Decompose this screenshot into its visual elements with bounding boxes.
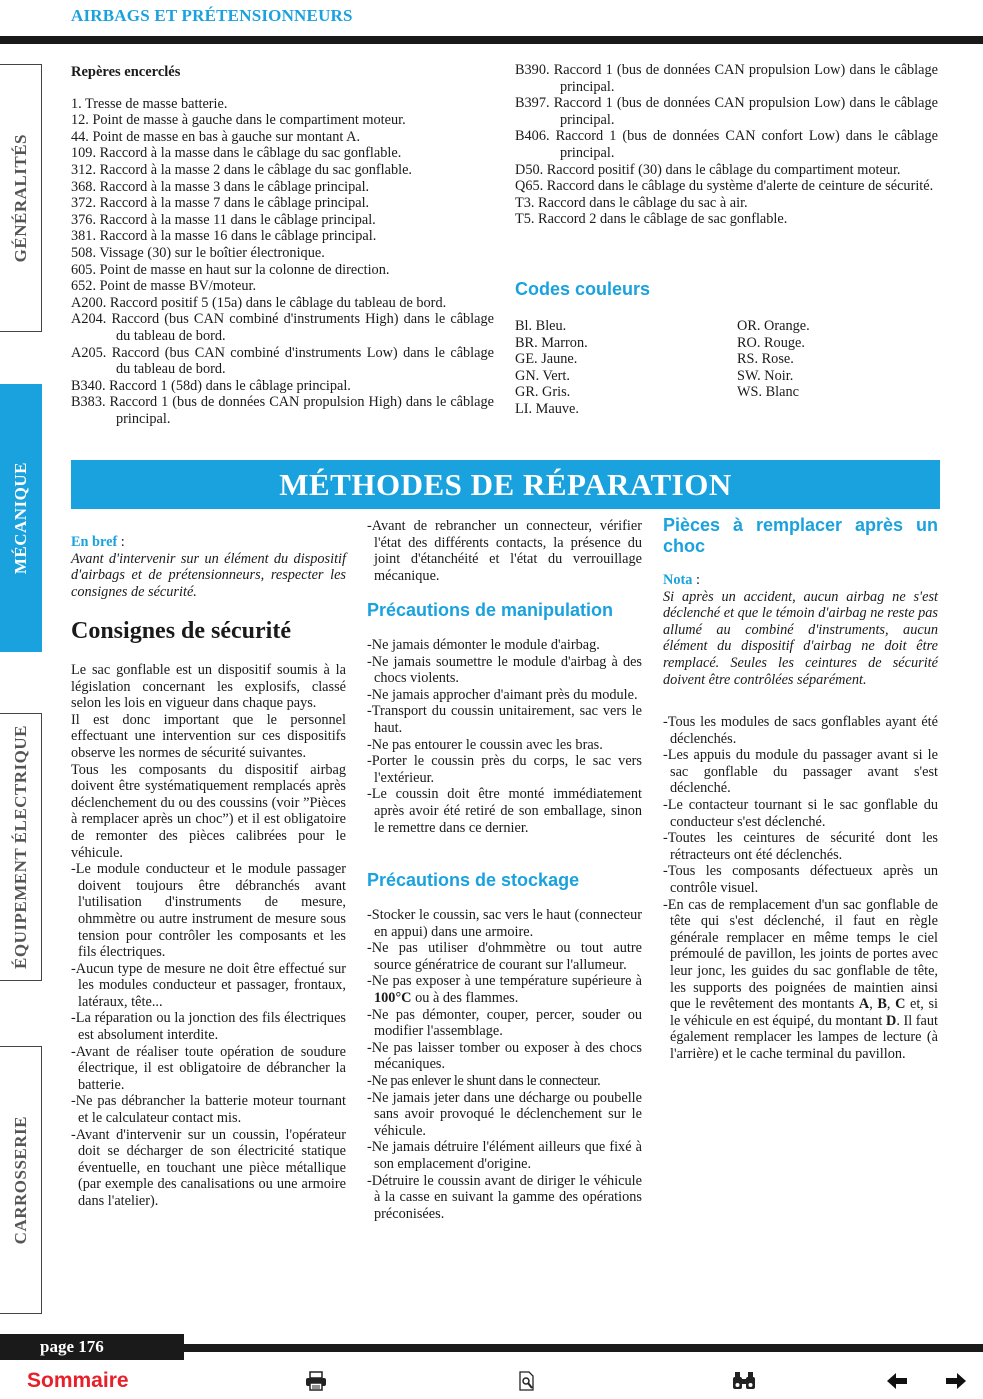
- color-code: WS. Blanc: [737, 384, 799, 401]
- list-item: [367, 973, 642, 1006]
- codes-couleurs-col1: [515, 318, 725, 418]
- nota-block: [663, 572, 938, 688]
- repere-item: 652. Point de masse BV/moteur.: [71, 278, 257, 295]
- montant-c: C: [895, 996, 906, 1013]
- list-item: -Les appuis du module du passager avant si le sac gonflable du passager avant s'est déclenché.: [663, 747, 938, 797]
- repere-item: 381. Raccord à la masse 16 dans le câblage principal.: [71, 228, 377, 245]
- list-item: [663, 897, 938, 1063]
- list-item: -Ne jamais jeter dans une décharge ou poubelle sans avoir provoqué le déclenchement sur le véhicule.: [367, 1089, 642, 1139]
- repere-item: B397. Raccord 1 (bus de données CAN propulsion Low) dans le câblage principal.: [515, 95, 938, 128]
- color-code: RO. Rouge.: [737, 334, 805, 351]
- header-rule: [0, 36, 983, 44]
- document-search-icon[interactable]: [517, 1367, 537, 1395]
- repere-item: Q65. Raccord dans le câblage du système d'alerte de ceinture de sécurité.: [515, 178, 934, 195]
- column-2-intro: [367, 518, 642, 584]
- nota-text: Si après un accident, aucun airbag ne s'est déclenché et que le témoin d'airbag ne reste pas allumé au combiné d'instruments, aucun élément du dispositif d'airbag ne doit être remplacé. Seules les ceintures de sécurité doivent être contrôlées séparément.: [663, 588, 938, 688]
- montant-a: A: [858, 996, 870, 1013]
- color-code: GE. Jaune.: [515, 351, 578, 368]
- color-code: BR. Marron.: [515, 334, 588, 351]
- separator: ,: [869, 996, 878, 1013]
- color-code: OR. Orange.: [737, 318, 810, 334]
- repere-item: 605. Point de masse en haut sur la colonne de direction.: [71, 261, 390, 278]
- list-item: -Ne pas laisser tomber ou exposer à des chocs mécaniques.: [367, 1039, 642, 1073]
- list-item: -Ne pas entourer le coussin avec les bras.: [367, 736, 603, 753]
- precautions-manipulation-title: Précautions de manipulation: [367, 600, 614, 620]
- list-item: -Le module conducteur et le module passager doivent toujours être débranchés avant l'utilisation d'instruments de mesure, ohmmètre ou autre instrument de mesure sous tension pour contrôler les composants et les fils électriques.: [71, 861, 346, 961]
- en-bref-label: En bref: [71, 534, 118, 550]
- page-number: page 176: [0, 1334, 184, 1360]
- consignes-title: Consignes de sécurité: [71, 618, 291, 644]
- repere-item: 1. Tresse de masse batterie.: [71, 95, 228, 112]
- repere-item: 508. Vissage (30) sur le boîtier électronique.: [71, 244, 325, 261]
- precautions-stockage-title: Précautions de stockage: [367, 870, 580, 890]
- montant-d: D: [885, 1012, 897, 1029]
- sommaire-link[interactable]: Sommaire: [27, 1369, 129, 1392]
- repere-item: A204. Raccord (bus CAN combiné d'instruments High) dans le câblage du tableau de bord.: [71, 311, 494, 344]
- repere-item: 372. Raccord à la masse 7 dans le câblage principal.: [71, 195, 370, 212]
- list-item: -Aucun type de mesure ne doit être effectué sur les modules conducteur et passager, frontaux, latéraux, tête...: [71, 960, 346, 1010]
- repere-item: A200. Raccord positif 5 (15a) dans le câblage du tableau de bord.: [71, 294, 447, 311]
- list-item: -Avant de réaliser toute opération de soudure électrique, il est obligatoire de débrancher la batterie.: [71, 1043, 346, 1093]
- paragraph: Il est donc important que le personnel effectuant une intervention sur ces dispositifs observe les normes de sécurité suivantes.: [71, 711, 346, 761]
- list-item: -Ne jamais détruire l'élément ailleurs que fixé à son emplacement d'origine.: [367, 1139, 642, 1172]
- repere-item: B406. Raccord 1 (bus de données CAN confort Low) dans le câblage principal.: [515, 128, 938, 161]
- repere-item: 109. Raccord à la masse dans le câblage du sac gonflable.: [71, 145, 402, 162]
- codes-couleurs-title: Codes couleurs: [515, 279, 651, 299]
- repere-item: 368. Raccord à la masse 3 dans le câblage principal.: [71, 178, 370, 195]
- list-item: -Tous les composants défectueux après un contrôle visuel.: [663, 863, 938, 896]
- reperes-title: Repères encerclés: [71, 64, 181, 80]
- repere-item: 12. Point de masse à gauche dans le compartiment moteur.: [71, 112, 406, 129]
- color-code: SW. Noir.: [737, 367, 794, 384]
- repere-item: B383. Raccord 1 (bus de données CAN propulsion High) dans le câblage principal.: [71, 394, 494, 427]
- tab-generalites[interactable]: [0, 64, 42, 332]
- remplacement-text-a: -En cas de remplacement d'un sac gonflable de tête qui s'est déclenché, il faut en règle générale remplacer en même temps le ciel prémoulé de pavillon, les joints de portes avec leur jonc, les guides du sac gonflable de tête, les supports des poignées de maintien ainsi que le revêtement des montants: [663, 896, 938, 1013]
- repere-item: T5. Raccord 2 dans le câblage de sac gonflable.: [515, 211, 788, 228]
- repere-item: 312. Raccord à la masse 2 dans le câblage du sac gonflable.: [71, 161, 413, 178]
- section-header-title: AIRBAGS ET PRÉTENSIONNEURS: [71, 6, 353, 25]
- repere-item: A205. Raccord (bus CAN combiné d'instruments Low) dans le câblage du tableau de bord.: [71, 344, 494, 378]
- temperature-text-b: ou à des flammes.: [411, 989, 519, 1006]
- tab-equipement-electrique-label: ÉQUIPEMENT ÉLECTRIQUE: [10, 725, 30, 969]
- tab-mecanique[interactable]: [0, 384, 42, 652]
- list-item: -Stocker le coussin, sac vers le haut (connecteur en appui) dans une armoire.: [367, 907, 642, 940]
- paragraph: Le sac gonflable est un dispositif soumis à la législation concernant les explosifs, classé selon les lois en vigueur dans chaque pays.: [71, 662, 346, 712]
- color-code: Bl. Bleu.: [515, 318, 567, 334]
- methodes-banner: MÉTHODES DE RÉPARATION: [71, 460, 940, 509]
- list-item: -Porter le coussin près du corps, le sac vers l'extérieur.: [367, 753, 642, 786]
- nota-label: Nota: [663, 572, 693, 588]
- tab-equipement-electrique[interactable]: [0, 713, 42, 981]
- repere-item: B390. Raccord 1 (bus de données CAN propulsion Low) dans le câblage principal.: [515, 62, 938, 95]
- color-code: GN. Vert.: [515, 367, 570, 384]
- list-item: -Ne pas débrancher la batterie moteur tournant et le calculateur contact mis.: [71, 1093, 346, 1127]
- tab-generalites-label: GÉNÉRALITÉS: [10, 133, 30, 263]
- list-item: -Ne jamais soumettre le module d'airbag à des chocs violents.: [367, 653, 642, 687]
- list-item: -Toutes les ceintures de sécurité dont les rétracteurs ont été déclenchés.: [663, 830, 938, 863]
- en-bref-text: Avant d'intervenir sur un élément du dispositif d'airbags et de prétensionneurs, respecter les consignes de sécurité.: [71, 550, 346, 600]
- list-item: -Avant d'intervenir sur un coussin, l'opérateur doit se décharger de son électricité statique éventuelle, en touchant une pièce métallique (par exemple des canalisations ou une armoire dans l'atelier).: [71, 1126, 346, 1209]
- repere-item: T3. Raccord dans le câblage du sac à air.: [515, 194, 748, 211]
- manipulation-list: [367, 637, 642, 836]
- color-code: RS. Rose.: [737, 351, 794, 368]
- stockage-list: [367, 907, 642, 1222]
- pieces-remplacer-title: Pièces à remplacer après un choc: [663, 515, 938, 556]
- list-item: -Ne jamais démonter le module d'airbag.: [367, 637, 600, 653]
- list-item: -Ne jamais approcher d'aimant près du module.: [367, 686, 638, 703]
- list-item: -Avant de rebrancher un connecteur, vérifier l'état des différents contacts, la présence du joint d'étanchéité et l'état du verrouillage mécanique.: [367, 518, 642, 584]
- remplacement-text-c: . Il faut également remplacer les lampes de lecture (à l'arrière) et le cache terminal du pavillon.: [670, 1012, 938, 1062]
- list-item: -Ne pas démonter, couper, percer, souder ou modifier l'assemblage.: [367, 1006, 642, 1040]
- reperes-left-block: [71, 64, 494, 427]
- nota-colon: :: [692, 572, 700, 588]
- pieces-list: [663, 714, 938, 1062]
- consignes-body: [71, 662, 346, 1210]
- codes-couleurs-col2: [737, 318, 937, 401]
- list-item: -Le coussin doit être monté immédiatement après avoir été retiré de son emballage, sinon le remettre dans ce dernier.: [367, 786, 642, 836]
- remplacement-text-b: et, si le véhicule en est équipé, du montant: [670, 996, 939, 1029]
- tab-carrosserie-label: CARROSSERIE: [10, 1115, 30, 1245]
- tab-mecanique-label: MÉCANIQUE: [10, 461, 30, 575]
- list-item: -Détruire le coussin avant de diriger le véhicule à la casse en suivant la gamme des opérations préconisées.: [367, 1172, 642, 1222]
- list-item: -Ne pas enlever le shunt dans le connecteur.: [367, 1072, 601, 1089]
- column-1: [71, 534, 346, 600]
- repere-item: D50. Raccord positif (30) dans le câblage du compartiment moteur.: [515, 161, 901, 178]
- list-item: -La réparation ou la jonction des fils électriques est absolument interdite.: [71, 1010, 346, 1044]
- reperes-right-block: [515, 62, 938, 228]
- en-bref-colon: :: [117, 534, 125, 550]
- list-item: -Ne pas utiliser d'ohmmètre ou tout autre source génératrice de courant sur l'allumeur.: [367, 940, 642, 973]
- color-code: LI. Mauve.: [515, 400, 579, 417]
- arrow-left-icon[interactable]: [886, 1367, 908, 1395]
- color-code: GR. Gris.: [515, 384, 571, 401]
- temperature-value: 100°C: [374, 989, 412, 1006]
- list-item: -Transport du coussin unitairement, sac vers le haut.: [367, 703, 642, 736]
- list-item: -Tous les modules de sacs gonflables ayant été déclenchés.: [663, 714, 938, 747]
- paragraph: Tous les composants du dispositif airbag doivent être systématiquement remplacés après déclenchement du ou des coussins (voir ”Pièces à remplacer après un choc”) et il est obligatoire de remonter des pièces calibrées pour le véhicule.: [71, 761, 346, 861]
- repere-item: 376. Raccord à la masse 11 dans le câblage principal.: [71, 211, 376, 228]
- temperature-text-a: -Ne pas exposer à une température supérieure à: [367, 973, 642, 990]
- binoculars-icon[interactable]: [731, 1367, 757, 1395]
- print-icon[interactable]: [305, 1367, 327, 1395]
- separator: ,: [886, 996, 896, 1013]
- tab-carrosserie[interactable]: [0, 1046, 42, 1314]
- arrow-right-icon[interactable]: [945, 1367, 967, 1395]
- montant-b: B: [877, 996, 887, 1013]
- list-item: -Le contacteur tournant si le sac gonflable du conducteur s'est déclenché.: [663, 796, 938, 830]
- repere-item: B340. Raccord 1 (58d) dans le câblage principal.: [71, 377, 351, 394]
- repere-item: 44. Point de masse en bas à gauche sur montant A.: [71, 128, 361, 145]
